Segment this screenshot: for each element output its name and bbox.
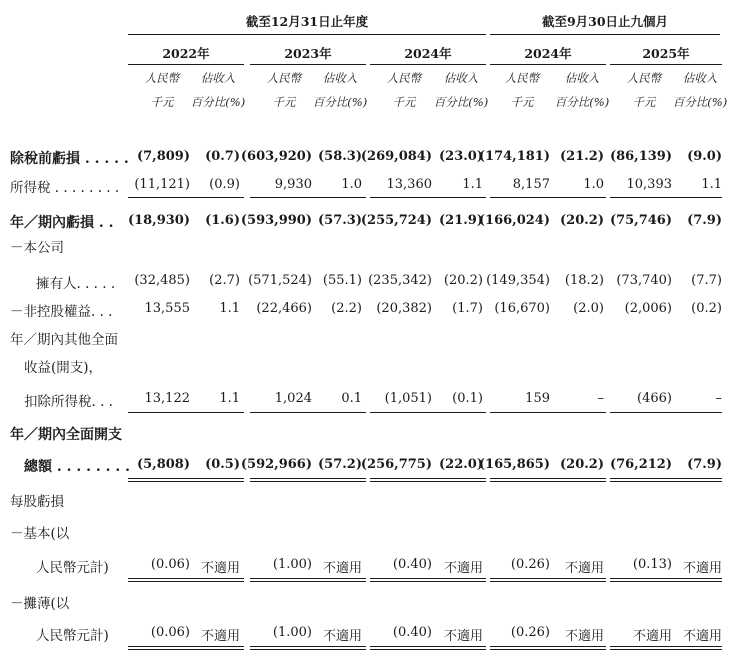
table-cell-value: 不適用 [443, 561, 483, 576]
row-rule [490, 197, 606, 198]
table-cell-value: (55.1) [322, 273, 362, 288]
year-underline [490, 64, 606, 65]
row-rule [250, 478, 366, 479]
row-rule [490, 578, 606, 579]
table-cell-value: 1.1 [219, 391, 240, 406]
table-cell-value: (1.7) [452, 301, 483, 316]
row-rule [610, 197, 722, 198]
table-cell-value: (0.1) [452, 391, 483, 406]
row-rule [610, 646, 722, 647]
table-cell-value: (1.00) [272, 625, 312, 640]
unit-pct-label-1: 佔收入 [200, 71, 236, 85]
row-rule-double [490, 581, 606, 582]
table-cell-value: (22.0) [439, 457, 483, 472]
table-cell-value: (603,920) [240, 149, 312, 164]
row-label: 擁有人. . . . . [36, 276, 116, 292]
table-cell-value: (32,485) [134, 273, 190, 288]
table-cell-value: (75,746) [609, 213, 672, 228]
table-cell-value: (0.26) [510, 625, 550, 640]
table-cell-value: (0.40) [392, 625, 432, 640]
table-cell-value: – [597, 391, 604, 406]
row-rule [490, 646, 606, 647]
row-rule-double [370, 481, 486, 482]
table-cell-value: (0.26) [510, 557, 550, 572]
table-cell-value: 159 [525, 391, 550, 406]
table-cell-value: 不適用 [682, 629, 722, 644]
unit-pct-label-2: 百分比(%) [672, 95, 728, 109]
row-rule [370, 646, 486, 647]
table-cell-value: 1,024 [274, 391, 312, 406]
table-cell-value: 0.1 [341, 391, 362, 406]
row-rule-double [128, 481, 244, 482]
unit-rmb-label-1: 人民幣 [266, 71, 302, 85]
table-cell-value: (255,724) [360, 213, 432, 228]
column-year-header: 2022年 [162, 46, 210, 61]
unit-pct-label-2: 百分比(%) [190, 95, 246, 109]
table-cell-value: (7.9) [687, 457, 722, 472]
table-cell-value: 不適用 [564, 561, 604, 576]
unit-rmb-label-1: 人民幣 [504, 71, 540, 85]
column-year-header: 2023年 [284, 46, 332, 61]
row-label: 年／期內虧損 . . [10, 215, 114, 231]
unit-rmb-label-2: 千元 [632, 95, 656, 109]
table-cell-value: 10,393 [626, 177, 672, 192]
row-rule [370, 197, 486, 198]
table-cell-value: (165,865) [478, 457, 550, 472]
table-cell-value: (1.6) [205, 213, 240, 228]
row-rule [610, 578, 722, 579]
table-cell-value: (0.5) [205, 457, 240, 472]
table-cell-value: (20.2) [560, 457, 604, 472]
unit-rmb-label-1: 人民幣 [144, 71, 180, 85]
table-cell-value: (0.9) [209, 177, 240, 192]
row-rule-double [610, 581, 722, 582]
table-cell-value: (18.2) [564, 273, 604, 288]
table-cell-value: 不適用 [564, 629, 604, 644]
table-cell-value: (22,466) [256, 301, 312, 316]
table-cell-value: (269,084) [360, 149, 432, 164]
table-cell-value: (5,808) [136, 457, 190, 472]
row-rule [250, 646, 366, 647]
table-cell-value: 9,930 [274, 177, 312, 192]
unit-rmb-label-2: 千元 [392, 95, 416, 109]
table-cell-value: (2.7) [209, 273, 240, 288]
table-cell-value: (20.2) [560, 213, 604, 228]
year-underline [128, 64, 244, 65]
table-cell-value: (16,670) [494, 301, 550, 316]
table-cell-value: – [715, 391, 722, 406]
row-label: 除稅前虧損 . . . . . [10, 151, 129, 167]
table-cell-value: (593,990) [240, 213, 312, 228]
table-cell-value: 不適用 [322, 561, 362, 576]
table-cell-value: (21.2) [560, 149, 604, 164]
table-cell-value: (0.06) [150, 625, 190, 640]
row-rule [250, 197, 366, 198]
table-cell-value: (571,524) [248, 273, 312, 288]
row-rule-double [610, 481, 722, 482]
unit-pct-label-1: 佔收入 [443, 71, 479, 85]
table-cell-value: 1.1 [701, 177, 722, 192]
table-cell-value: (7,809) [136, 149, 190, 164]
unit-pct-label-2: 百分比(%) [554, 95, 610, 109]
table-cell-value: (2,006) [624, 301, 672, 316]
row-label: 收益(開支)， [24, 360, 103, 376]
table-cell-value: (2.0) [573, 301, 604, 316]
table-cell-value: (9.0) [687, 149, 722, 164]
unit-pct-label-1: 佔收入 [564, 71, 600, 85]
table-cell-value: (235,342) [368, 273, 432, 288]
row-rule-double [250, 649, 366, 650]
table-cell-value: 不適用 [200, 629, 240, 644]
table-cell-value: (7.9) [687, 213, 722, 228]
table-cell-value: (18,930) [127, 213, 190, 228]
unit-rmb-label-1: 人民幣 [626, 71, 662, 85]
table-cell-value: (0.2) [691, 301, 722, 316]
row-rule [610, 412, 722, 413]
row-rule [250, 412, 366, 413]
unit-rmb-label-1: 人民幣 [386, 71, 422, 85]
table-cell-value: (0.40) [392, 557, 432, 572]
table-cell-value: (20.2) [443, 273, 483, 288]
table-cell-value: (57.3) [318, 213, 362, 228]
row-rule-double [128, 581, 244, 582]
table-cell-value: 13,360 [386, 177, 432, 192]
table-cell-value: 不適用 [200, 561, 240, 576]
group-header-year-ended: 截至12月31日止年度 [245, 14, 369, 29]
table-cell-value: 不適用 [443, 629, 483, 644]
row-rule [370, 478, 486, 479]
unit-rmb-label-2: 千元 [272, 95, 296, 109]
table-cell-value: (21.9) [439, 213, 483, 228]
table-cell-value: (0.06) [150, 557, 190, 572]
row-rule [128, 646, 244, 647]
unit-pct-label-2: 百分比(%) [433, 95, 489, 109]
table-cell-value: (86,139) [609, 149, 672, 164]
row-rule [610, 478, 722, 479]
table-cell-value: 1.1 [462, 177, 483, 192]
table-cell-value: (73,740) [616, 273, 672, 288]
row-rule-double [490, 649, 606, 650]
table-cell-value: (1.00) [272, 557, 312, 572]
table-cell-value: 不適用 [632, 629, 672, 644]
unit-rmb-label-2: 千元 [510, 95, 534, 109]
year-underline [370, 64, 486, 65]
column-year-header: 2024年 [524, 46, 572, 61]
row-rule [128, 478, 244, 479]
row-rule-double [490, 481, 606, 482]
year-underline [250, 64, 366, 65]
row-label: －本公司 [10, 240, 64, 256]
table-cell-value: (2.2) [331, 301, 362, 316]
table-cell-value: 1.1 [219, 301, 240, 316]
table-cell-value: (58.3) [318, 149, 362, 164]
row-label: 扣除所得稅. . . [24, 394, 113, 410]
year-underline [610, 64, 722, 65]
table-cell-value: (256,775) [360, 457, 432, 472]
table-cell-value: (166,024) [478, 213, 550, 228]
table-cell-value: (0.13) [632, 557, 672, 572]
row-label: 人民幣元計) [36, 628, 109, 644]
table-cell-value: (174,181) [478, 149, 550, 164]
table-cell-value: (20,382) [376, 301, 432, 316]
unit-pct-label-1: 佔收入 [322, 71, 358, 85]
row-label: 年／期內全面開支 [10, 427, 122, 443]
column-year-header: 2025年 [642, 46, 690, 61]
table-cell-value: (149,354) [486, 273, 550, 288]
row-label: 年／期內其他全面 [10, 332, 118, 348]
row-rule-double [370, 649, 486, 650]
row-rule-double [610, 649, 722, 650]
table-cell-value: (466) [637, 391, 672, 406]
row-rule-double [128, 649, 244, 650]
row-label: 所得稅 . . . . . . . . [10, 180, 120, 196]
table-cell-value: 13,122 [144, 391, 190, 406]
table-cell-value: 不適用 [682, 561, 722, 576]
row-rule [370, 578, 486, 579]
row-label: －攤薄(以 [10, 596, 70, 612]
table-cell-value: 1.0 [341, 177, 362, 192]
table-cell-value: (1,051) [384, 391, 432, 406]
table-cell-value: (0.7) [205, 149, 240, 164]
row-rule-double [370, 581, 486, 582]
table-cell-value: (11,121) [134, 177, 190, 192]
table-cell-value: 13,555 [144, 301, 190, 316]
unit-pct-label-2: 百分比(%) [312, 95, 368, 109]
row-rule [490, 478, 606, 479]
row-rule-double [250, 481, 366, 482]
table-cell-value: 8,157 [512, 177, 550, 192]
table-cell-value: 不適用 [322, 629, 362, 644]
row-rule [128, 197, 244, 198]
table-cell-value: (592,966) [240, 457, 312, 472]
group-header-nine-months: 截至9月30日止九個月 [541, 14, 669, 29]
row-label: －基本(以 [10, 526, 70, 542]
table-cell-value: (57.2) [318, 457, 362, 472]
table-cell-value: (7.7) [691, 273, 722, 288]
group-underline-year-ended [128, 34, 486, 35]
row-rule [128, 412, 244, 413]
table-cell-value: (76,212) [609, 457, 672, 472]
row-label: 總額 . . . . . . . . [24, 459, 130, 475]
group-underline-nine-months [490, 34, 720, 35]
row-rule-double [250, 581, 366, 582]
table-cell-value: 1.0 [583, 177, 604, 192]
table-cell-value: (23.0) [439, 149, 483, 164]
row-rule [490, 412, 606, 413]
row-label: 人民幣元計) [36, 560, 109, 576]
unit-rmb-label-2: 千元 [150, 95, 174, 109]
row-rule [250, 578, 366, 579]
row-label: －非控股權益. . . [10, 304, 113, 320]
row-rule [128, 578, 244, 579]
unit-pct-label-1: 佔收入 [682, 71, 718, 85]
column-year-header: 2024年 [404, 46, 452, 61]
row-label: 每股虧損 [10, 494, 64, 510]
row-rule [370, 412, 486, 413]
